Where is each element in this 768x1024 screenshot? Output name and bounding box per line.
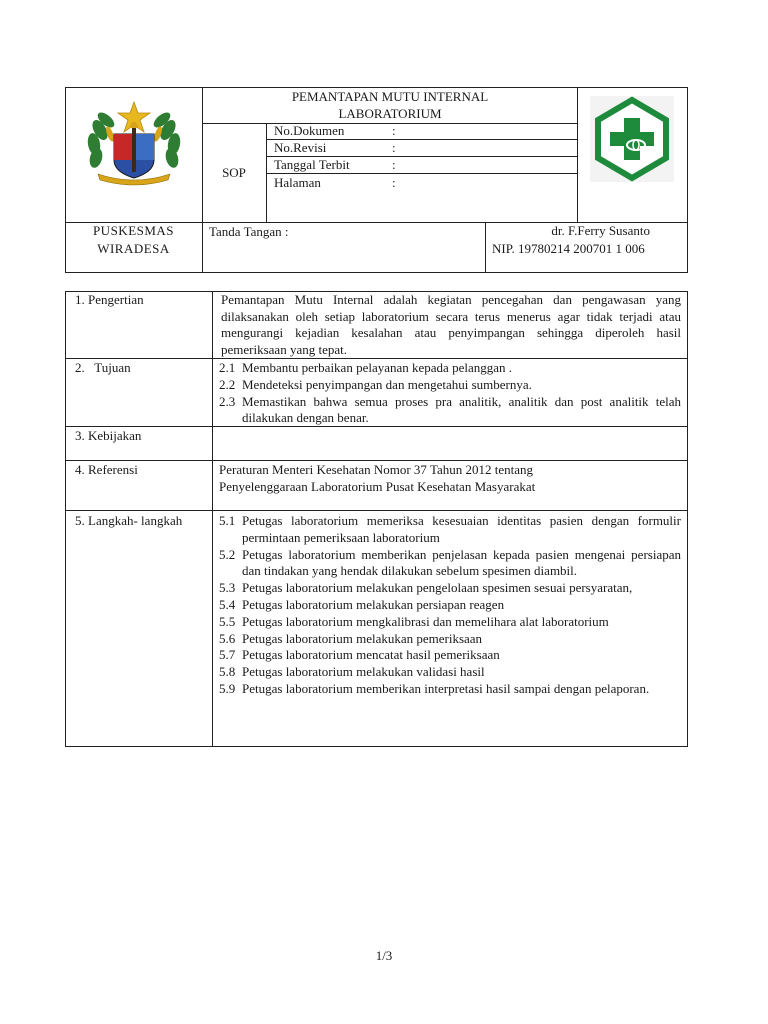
signer-name: dr. F.Ferry Susanto bbox=[551, 223, 650, 238]
list-item: 5.6 Petugas laboratorium melakukan pemeriksaan bbox=[219, 630, 483, 646]
org-name-line1: PUSKESMAS bbox=[92, 223, 175, 238]
list-item: 5.4 Petugas laboratorium melakukan persiapan reagen bbox=[219, 596, 505, 612]
section-label-referensi: 4. Referensi bbox=[75, 462, 138, 477]
field-tanggal-terbit-sep: : bbox=[392, 157, 396, 172]
list-item: 5.1 Petugas laboratorium memeriksa kesesuaian identitas pasien dengan formulir permintaan pemeriksaan laboratorium bbox=[219, 513, 681, 545]
referensi-line2: Penyelenggaraan Laboratorium Pusat Kesehatan Masyarakat bbox=[219, 479, 536, 494]
section-text-pengertian: Pemantapan Mutu Internal adalah kegiatan pencegahan dan pengawasan yang dilaksanakan oleh setiap laboratorium secara terus menerus agar tidak terjadi atau mengurangi kejadian kesalahan atau penyimpangan sehingga diperoleh hasil pemeriksaan yang tepat. bbox=[221, 292, 681, 357]
signer-nip: NIP. 19780214 200701 1 006 bbox=[492, 241, 645, 256]
document-title-line2: LABORATORIUM bbox=[338, 106, 442, 121]
field-no-dokumen-label: No.Dokumen bbox=[274, 123, 345, 138]
list-item: 2.2 Mendeteksi penyimpangan dan mengetahui sumbernya. bbox=[219, 376, 532, 392]
org-name-line2: WIRADESA bbox=[97, 241, 170, 256]
list-item: 5.2 Petugas laboratorium memberikan penjelasan kepada pasien mengenai persiapan dan tindakan yang hendak dilakukan sebelum spesimen diambil. bbox=[219, 546, 681, 579]
regency-emblem-logo bbox=[84, 100, 184, 188]
list-item: 5.9 Petugas laboratorium memberikan interpretasi hasil sampai dengan pelaporan. bbox=[219, 680, 650, 696]
list-item: 5.3 Petugas laboratorium melakukan pengelolaan spesimen sesuai persyaratan, bbox=[219, 580, 633, 596]
section-label-tujuan: 2. Tujuan bbox=[75, 360, 131, 375]
referensi-line1: Peraturan Menteri Kesehatan Nomor 37 Tahun 2012 tentang bbox=[219, 462, 534, 477]
section-label-langkah: 5. Langkah- langkah bbox=[75, 513, 183, 528]
list-item: 2.3 Memastikan bahwa semua proses pra analitik, analitik dan post analitik telah dilakukan dengan benar. bbox=[219, 393, 681, 426]
puskesmas-logo bbox=[590, 96, 674, 182]
list-item: 5.8 Petugas laboratorium melakukan validasi hasil bbox=[219, 664, 485, 680]
field-tanggal-terbit-label: Tanggal Terbit bbox=[274, 157, 350, 172]
langkah-list bbox=[219, 513, 681, 698]
tujuan-list bbox=[219, 360, 681, 427]
list-item: 5.5 Petugas laboratorium mengkalibrasi dan memelihara alat laboratorium bbox=[219, 613, 609, 629]
page-number: 1/3 bbox=[375, 948, 393, 963]
document-title-line1: PEMANTAPAN MUTU INTERNAL bbox=[291, 89, 489, 104]
field-no-dokumen-sep: : bbox=[392, 123, 396, 138]
list-item: 2.1 Membantu perbaikan pelayanan kepada pelanggan . bbox=[219, 360, 512, 375]
section-label-kebijakan: 3. Kebijakan bbox=[75, 428, 142, 443]
field-halaman-sep: : bbox=[392, 175, 396, 190]
signature-label: Tanda Tangan : bbox=[209, 224, 289, 239]
list-item: 5.7 Petugas laboratorium mencatat hasil pemeriksaan bbox=[219, 647, 500, 663]
field-no-revisi-label: No.Revisi bbox=[274, 140, 327, 155]
field-halaman-label: Halaman bbox=[274, 175, 321, 190]
sop-label: SOP bbox=[222, 165, 246, 180]
section-label-pengertian: 1. Pengertian bbox=[75, 292, 144, 307]
field-no-revisi-sep: : bbox=[392, 140, 396, 155]
